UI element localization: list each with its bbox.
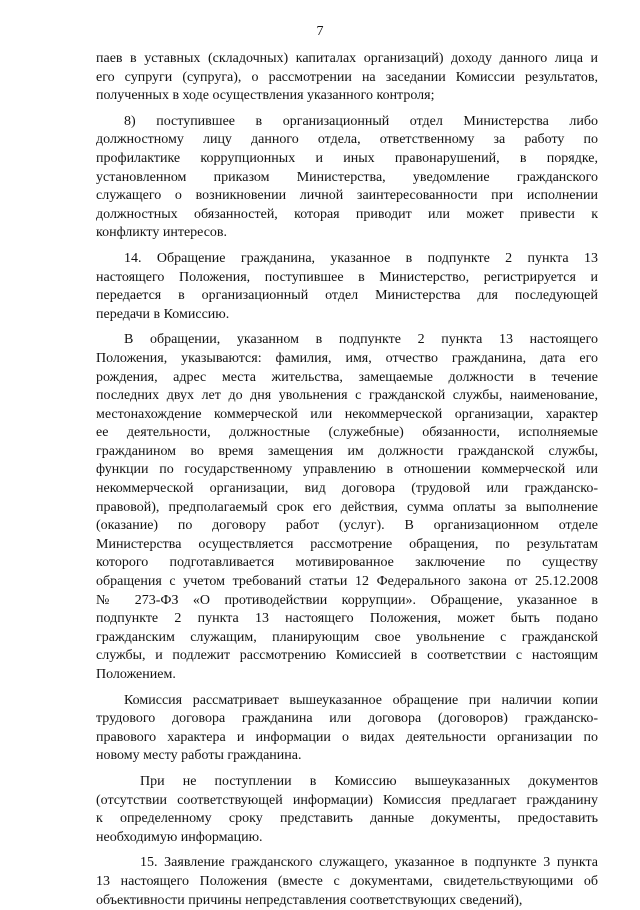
text-line: Положения, указываются: фамилия, имя, отчество гражданина, дата его [96, 350, 598, 366]
paragraph-gap [96, 106, 598, 113]
paragraph-p-cont [96, 50, 598, 106]
text-line: полученных в ходе осуществления указанного контроля; [96, 88, 435, 104]
paragraph-gap [96, 324, 598, 331]
text-line: настоящего Положения, поступившее в Министерство, регистрируется и [96, 269, 598, 285]
text-line: гражданским служащим, планирующим свое увольнение с гражданской [96, 629, 598, 645]
text-line: профилактике коррупционных и иных правонарушений, в порядке, [96, 150, 598, 166]
text-line: службы, и подлежит рассмотрению Комиссией в соответствии с настоящим [96, 648, 598, 664]
text-line: № 273-ФЗ «О противодействии коррупции». Обращение, указанное в [96, 592, 598, 608]
text-line: В обращении, указанном в подпункте 2 пункта 13 настоящего [124, 332, 598, 348]
text-line: 13 настоящего Положения (вместе с документами, свидетельствующими об [96, 873, 598, 889]
text-line: 14. Обращение гражданина, указанное в подпункте 2 пункта 13 [124, 250, 598, 266]
paragraph-gap [96, 243, 598, 250]
document-body [96, 50, 598, 910]
text-line: паев в уставных (складочных) капиталах организаций) доходу данного лица и [96, 51, 598, 66]
text-line: конфликту интересов. [96, 225, 228, 241]
text-line: установленном приказом Министерства, уведомление гражданского [96, 169, 598, 185]
text-line: рождения, адрес места жительства, замещаемые должности в течение [96, 369, 598, 385]
paragraph-gap [96, 766, 598, 773]
text-line: правовой), предполагаемый срок его действия, сумма оплаты за выполнение [96, 499, 598, 515]
paragraph-p-absence [96, 773, 598, 847]
text-line: При не поступлении в Комиссию вышеуказанных документов [140, 773, 598, 789]
paragraph-p-item8 [96, 113, 598, 243]
text-line: Положением. [96, 667, 176, 682]
text-line: Комиссия рассматривает вышеуказанное обращение при наличии копии [124, 692, 598, 708]
text-line: некоммерческой организации, вид договора (трудовой или гражданско- [96, 481, 598, 497]
page-number: 7 [316, 24, 324, 39]
paragraph-p-appeal [96, 331, 598, 684]
text-line: 15. Заявление гражданского служащего, указанное в подпункте 3 пункта [140, 855, 598, 871]
text-line: 8) поступившее в организационный отдел Министерства либо [124, 113, 598, 129]
text-line: (отсутствии соответствующей информации) Комиссия предлагает гражданину [96, 792, 598, 808]
text-line: местонахождение коммерческой или некоммерческой организации, характер [96, 406, 598, 422]
text-line: Министерства осуществляется рассмотрение обращения, по результатам [96, 536, 598, 552]
text-line: передается в организационный отдел Министерства для последующей [96, 288, 598, 304]
paragraph-gap [96, 685, 598, 692]
text-line: должностному лицу данного отдела, ответственному за работу по [96, 132, 598, 148]
text-line: к определенному сроку представить данные документы, предоставить [96, 811, 598, 827]
paragraph-p-14 [96, 250, 598, 324]
text-line: объективности причины непредставления соответствующих сведений), [96, 892, 523, 908]
text-line: служащего о возникновении личной заинтересованности при исполнении [96, 188, 598, 204]
text-line: подпункте 2 пункта 13 настоящего Положения, может быть подано [96, 611, 598, 627]
text-line: новому месту работы гражданина. [96, 748, 302, 764]
text-line: последних двух лет до дня увольнения с гражданской службы, наименование, [96, 388, 598, 404]
paragraph-gap [96, 847, 598, 854]
text-line: правового характера и информации о видах деятельности организации по [96, 729, 598, 745]
text-line: гражданином во время замещения им должности гражданской службы, [96, 443, 598, 459]
text-line: функции по государственному управлению в отношении коммерческой или [96, 462, 598, 478]
text-line: (оказание) по договору работ (услуг). В организационном отделе [96, 518, 598, 534]
text-line: необходимую информацию. [96, 829, 263, 845]
text-line: его супруги (супруга), о рассмотрении на заседании Комиссии результатов, [96, 69, 598, 85]
text-line: обращения с учетом требований статьи 12 Федерального закона от 25.12.2008 [96, 574, 598, 590]
paragraph-p-commission [96, 692, 598, 766]
text-line: которого подготавливается мотивированное заключение по существу [96, 555, 598, 571]
text-line: должностных обязанностей, которая приводит или может привести к [96, 206, 598, 222]
text-line: трудового договора гражданина или договора (договоров) гражданско- [96, 711, 598, 727]
paragraph-p-15 [96, 854, 598, 910]
text-line: передачи в Комиссию. [96, 306, 230, 322]
text-line: ее деятельности, должностные (служебные) обязанности, исполняемые [96, 425, 598, 441]
